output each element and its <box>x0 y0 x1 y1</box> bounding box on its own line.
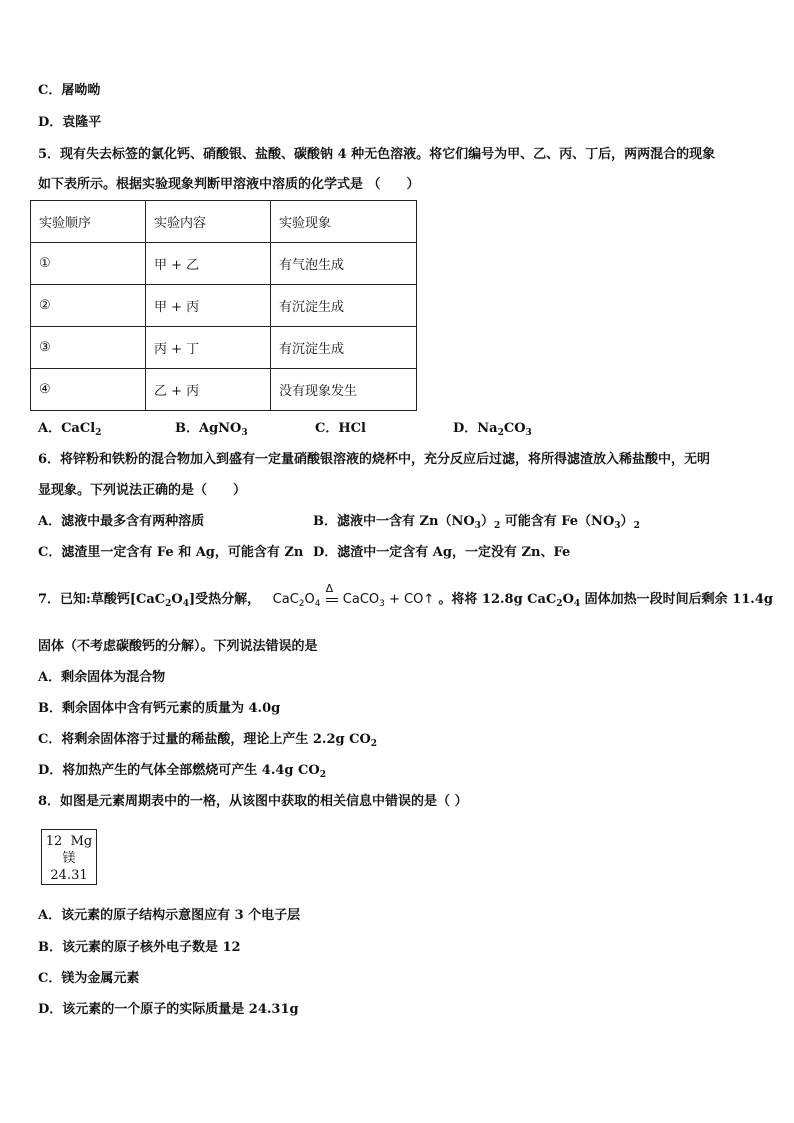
table-cell: 丙 + 丁 <box>146 327 271 369</box>
q7-stem-line1: 7．已知:草酸钙$[CaC_2O_4]$受热分解， $CaC_2O_4$ Δ CaCO$_3$ + CO↑ 。将将 12.8g $CaC_2O_4$ 固体加热一段时间后剩余 11.4g <box>38 582 773 609</box>
q7-option-c: C．将剩余固体溶于过量的稀盐酸，理论上产生 2.2g $CO_2$ <box>38 732 378 749</box>
table-cell: ③ <box>31 327 146 369</box>
q7-option-b: B．剩余固体中含有钙元素的质量为 4.0g <box>38 701 281 716</box>
q4-option-c: C．屠呦呦 <box>38 83 101 98</box>
q8-option-c: C．镁为金属元素 <box>38 971 140 986</box>
table-header-cell: 实验顺序 <box>31 201 146 243</box>
decomposition-equation: $CaC_2O_4$ Δ CaCO$_3$ + CO↑ <box>272 582 435 609</box>
q5-stem-line2: 如下表所示。根据实验现象判断甲溶液中溶质的化学式是 （ ） <box>38 177 420 192</box>
q5-option-d: D．$Na_2CO_3$ <box>453 421 532 438</box>
table-cell: 没有现象发生 <box>271 369 417 411</box>
q4-option-d: D．袁隆平 <box>38 115 102 130</box>
periodic-table-cell <box>41 829 97 885</box>
table-header-cell: 实验现象 <box>271 201 417 243</box>
q5-option-a: A．CaCl$_2$ <box>38 421 102 438</box>
table-row <box>31 369 417 411</box>
table-header-row <box>31 201 417 243</box>
table-cell: 有沉淀生成 <box>271 285 417 327</box>
table-cell: 有气泡生成 <box>271 243 417 285</box>
q6-option-d: D．滤渣中一定含有 Ag，一定没有 Zn、Fe <box>313 545 571 560</box>
q6-option-b: B．滤液中一含有 $Zn(NO_3)_2$ 可能含有 $Fe(NO_3)_2$ <box>313 514 640 531</box>
q6-option-a: A．滤液中最多含有两种溶质 <box>38 514 205 529</box>
q8-option-d: D．该元素的一个原子的实际质量是 24.31g <box>38 1002 299 1017</box>
q8-stem: 8．如图是元素周期表中的一格，从该图中获取的相关信息中错误的是（ ） <box>38 794 468 809</box>
q6-option-c: C．滤渣里一定含有 Fe 和 Ag，可能含有 Zn <box>38 545 304 560</box>
q5-option-c: C．HCl <box>315 421 366 436</box>
table-row <box>31 243 417 285</box>
element-number-symbol: 12 Mg <box>45 834 93 849</box>
table-header-cell: 实验内容 <box>146 201 271 243</box>
heat-condition: Δ <box>325 582 334 595</box>
element-name: 镁 <box>62 851 76 866</box>
table-cell: ④ <box>31 369 146 411</box>
table-cell: 甲 + 乙 <box>146 243 271 285</box>
q7-stem-line2: 固体（不考虑碳酸钙的分解）。下列说法错误的是 <box>38 639 318 654</box>
table-cell: ① <box>31 243 146 285</box>
q5-option-b: B．AgNO$_3$ <box>175 421 248 438</box>
table-cell: ② <box>31 285 146 327</box>
element-mass: 24.31 <box>50 868 88 883</box>
q6-stem-line2: 显现象。下列说法正确的是（ ） <box>38 483 247 498</box>
q8-option-b: B．该元素的原子核外电子数是 12 <box>38 940 241 955</box>
table-cell: 乙 + 丙 <box>146 369 271 411</box>
q7-option-d: D．将加热产生的气体全部燃烧可产生 4.4g $CO_2$ <box>38 763 326 780</box>
table-cell: 有沉淀生成 <box>271 327 417 369</box>
q6-stem-line1: 6．将锌粉和铁粉的混合物加入到盛有一定量硝酸银溶液的烧杯中，充分反应后过滤，将所得滤渣放入稀盐酸中，无明 <box>38 452 711 467</box>
table-row <box>31 327 417 369</box>
q8-option-a: A．该元素的原子结构示意图应有 3 个电子层 <box>38 908 301 923</box>
experiment-table <box>30 200 417 411</box>
table-row <box>31 285 417 327</box>
q5-stem-line1: 5．现有失去标签的氯化钙、硝酸银、盐酸、碳酸钠 4 种无色溶液。将它们编号为甲、乙、丙、丁后，两两混合的现象 <box>38 147 716 162</box>
q7-option-a: A．剩余固体为混合物 <box>38 670 166 685</box>
table-cell: 甲 + 丙 <box>146 285 271 327</box>
